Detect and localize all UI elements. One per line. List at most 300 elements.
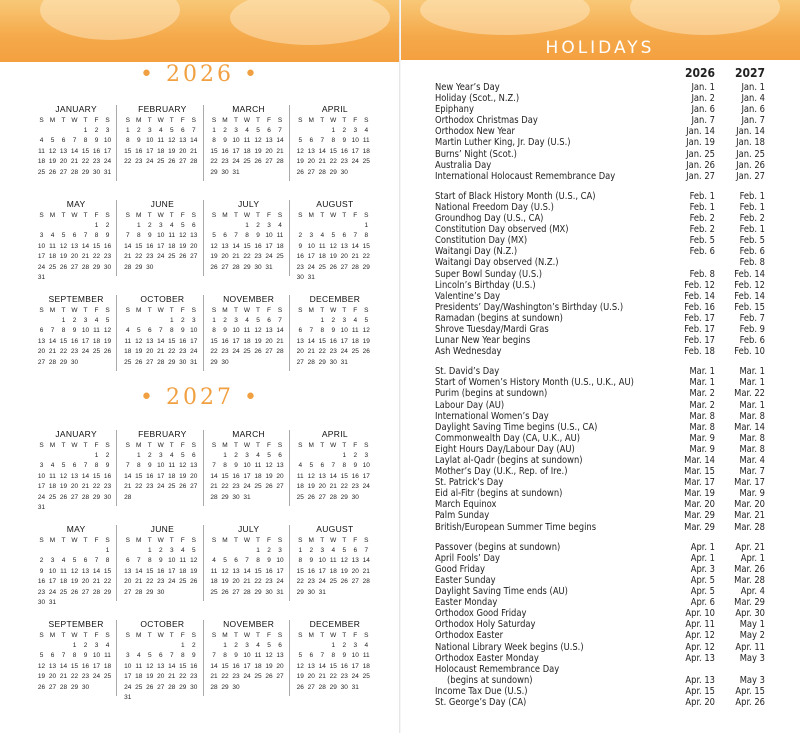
day-cell [328, 588, 339, 598]
weekday-label: T [320, 632, 325, 639]
day-cell: 23 [190, 673, 198, 681]
day-cell: 14 [70, 147, 79, 155]
day-cell: 28 [59, 683, 68, 691]
day-cell: 19 [37, 673, 46, 681]
day-cell: 28 [276, 158, 284, 166]
day-cell: 13 [351, 557, 359, 565]
day-cell: 25 [179, 578, 187, 586]
day-cell: 17 [103, 147, 112, 155]
weekday-label: T [320, 117, 325, 124]
day-cell: 26 [179, 253, 187, 261]
day-cell: 3 [267, 222, 271, 229]
day-cell: 15 [362, 242, 370, 250]
day-cell: 28 [190, 158, 198, 166]
day-cell: 5 [169, 127, 174, 134]
day-cell: 16 [232, 662, 240, 670]
day-cell: 13 [48, 662, 57, 670]
date-2026: Feb. 17 [684, 312, 715, 324]
date-2026: Feb. 1 [689, 201, 715, 213]
weekday-label: S [191, 307, 196, 314]
weekday-label: F [180, 117, 185, 124]
weekday-label: T [147, 117, 152, 124]
day-cell: 8 [83, 137, 88, 145]
holiday-row [435, 93, 765, 104]
weekday-label: T [61, 117, 66, 124]
day-cell: 27 [190, 483, 198, 491]
day-cell [58, 641, 69, 651]
weekday-label: S [105, 212, 110, 219]
weekday-label: S [298, 307, 303, 314]
day-cell: 29 [168, 358, 176, 366]
month-name: JUNE [150, 199, 175, 209]
day-cell: 22 [70, 673, 79, 681]
day-cell: 27 [265, 348, 273, 356]
day-cell: 22 [92, 253, 101, 261]
month-june [116, 523, 202, 618]
holiday-row [435, 597, 765, 608]
day-cell: 2 [234, 642, 238, 649]
holiday-name: Presidents’ Day/Washington’s Birthday (U.S.) [435, 301, 624, 313]
day-cell: 28 [48, 358, 57, 366]
weekday-label: M [49, 307, 56, 314]
day-cell: 6 [191, 222, 196, 229]
holiday-name: Easter Monday [435, 597, 498, 609]
weekday-label: T [234, 537, 238, 544]
day-cell [317, 221, 328, 231]
day-cell: 23 [232, 673, 240, 681]
day-cell [188, 693, 199, 703]
day-cell: 10 [265, 232, 273, 240]
day-cell [188, 493, 199, 503]
date-2027: Apr. 11 [735, 641, 765, 653]
day-cell: 3 [353, 127, 358, 134]
holiday-table-header [435, 63, 765, 82]
day-cell: 14 [329, 472, 337, 480]
day-cell: 3 [353, 642, 358, 649]
day-cell [47, 451, 58, 461]
month-january [30, 428, 116, 523]
day-cell: 1 [223, 452, 227, 459]
day-cell: 4 [158, 127, 163, 134]
date-2026: Apr. 20 [685, 696, 715, 708]
day-cell: 16 [329, 337, 337, 345]
date-2027: Feb. 7 [739, 312, 765, 324]
day-cell: 9 [147, 232, 152, 240]
weekday-label: S [39, 307, 44, 314]
day-cell: 24 [157, 483, 165, 491]
day-cell: 14 [307, 337, 315, 345]
day-cell: 6 [147, 327, 152, 335]
day-cell [295, 221, 306, 231]
holiday-name: Easter Sunday [435, 574, 496, 586]
day-cell: 16 [70, 337, 79, 345]
day-cell: 15 [70, 662, 79, 670]
weekday-header [122, 536, 202, 546]
day-cell: 24 [146, 158, 154, 166]
holiday-row [435, 213, 765, 224]
day-cell: 22 [179, 673, 187, 681]
day-cell: 19 [329, 253, 337, 261]
month-name: FEBRUARY [138, 429, 187, 439]
day-cell: 7 [212, 652, 216, 660]
day-cell: 2 [191, 642, 196, 649]
day-cell [166, 641, 177, 651]
day-cell: 27 [70, 493, 79, 501]
day-cell: 19 [103, 337, 112, 345]
date-2026: Feb. 2 [689, 213, 715, 225]
day-cell: 31 [318, 588, 326, 596]
day-cell: 30 [37, 598, 46, 606]
date-2027: Jan. 27 [736, 170, 765, 182]
date-2027: Mar. 28 [734, 574, 765, 586]
date-2026: Mar. 9 [689, 443, 715, 455]
holiday-row [435, 291, 765, 302]
day-cell: 25 [135, 683, 143, 691]
day-cell [295, 316, 306, 326]
day-cell: 23 [146, 483, 154, 491]
day-cell: 17 [157, 472, 165, 480]
weekday-header [209, 116, 289, 126]
day-cell: 2 [223, 317, 227, 324]
day-cell: 15 [340, 472, 348, 480]
day-cell: 8 [331, 137, 336, 145]
day-cell: 25 [243, 158, 251, 166]
day-cell: 18 [135, 673, 143, 681]
date-2026: Jan. 27 [686, 170, 715, 182]
day-cell: 22 [146, 578, 154, 586]
week-row [122, 252, 202, 262]
weekday-label: T [61, 537, 66, 544]
week-row [122, 556, 202, 566]
day-cell: 19 [340, 567, 348, 575]
weekday-label: S [191, 442, 196, 449]
day-cell: 12 [37, 662, 46, 670]
week-row [122, 263, 202, 273]
week-row [209, 147, 289, 157]
day-cell: 14 [362, 557, 370, 565]
holiday-name: Lunar New Year begins [435, 335, 531, 347]
week-row [295, 242, 375, 252]
day-cell [69, 126, 80, 136]
day-cell: 27 [307, 168, 315, 176]
month-october [116, 293, 202, 388]
date-2026: Mar. 14 [684, 455, 715, 466]
day-cell [361, 588, 372, 598]
day-cell: 4 [212, 557, 216, 565]
day-cell: 18 [254, 472, 262, 480]
week-row [295, 168, 375, 178]
day-cell: 11 [362, 652, 370, 660]
day-cell [69, 273, 80, 283]
day-cell [80, 221, 91, 231]
day-cell: 1 [136, 222, 141, 229]
day-cell: 5 [136, 327, 141, 335]
day-cell: 1 [180, 642, 185, 649]
day-cell: 17 [265, 242, 273, 250]
day-cell: 21 [168, 673, 176, 681]
day-cell: 23 [221, 348, 229, 356]
day-cell: 17 [146, 147, 154, 155]
week-row [209, 263, 289, 273]
day-cell: 25 [276, 253, 284, 261]
weekday-label: S [105, 442, 110, 449]
day-cell: 16 [221, 337, 229, 345]
day-cell: 19 [296, 673, 304, 681]
day-cell: 8 [72, 652, 77, 660]
day-cell: 1 [147, 547, 152, 554]
weekday-label: S [191, 212, 196, 219]
day-cell: 8 [94, 232, 99, 240]
day-cell: 23 [103, 483, 112, 491]
day-cell: 22 [135, 253, 143, 261]
day-cell [317, 451, 328, 461]
day-cell [350, 358, 361, 368]
date-2027: Mar. 26 [734, 563, 765, 575]
week-row [209, 168, 289, 178]
holiday-row [435, 269, 765, 280]
week-row [295, 326, 375, 336]
holiday-name: Orthodox Holy Saturday [435, 619, 536, 631]
day-cell: 30 [70, 358, 79, 366]
date-2027: Feb. 14 [734, 290, 765, 302]
day-cell [242, 168, 253, 178]
day-cell: 14 [210, 662, 218, 670]
week-row [295, 252, 375, 262]
day-cell: 3 [309, 232, 314, 240]
month-name: AUGUST [316, 199, 354, 209]
day-cell: 12 [103, 327, 112, 335]
date-2026: Jan. 19 [686, 137, 715, 149]
weekday-label: S [277, 537, 283, 544]
day-cell: 18 [210, 578, 218, 586]
day-cell: 26 [265, 483, 273, 491]
weekday-label: M [222, 442, 228, 449]
day-cell: 20 [70, 253, 79, 261]
day-cell: 17 [243, 472, 251, 480]
day-cell: 26 [59, 263, 68, 271]
holiday-name: Income Tax Due (U.S.) [435, 685, 528, 697]
day-cell [275, 358, 286, 368]
day-cell: 3 [364, 452, 369, 459]
day-cell: 10 [276, 557, 284, 565]
day-cell: 13 [59, 147, 68, 155]
weekday-header [295, 631, 375, 641]
day-cell: 25 [296, 493, 304, 501]
day-cell: 5 [267, 642, 271, 649]
weekday-label: M [136, 117, 142, 124]
day-cell: 7 [136, 557, 141, 565]
holiday-name: Waitangi Day observed (N.Z.) [435, 257, 559, 269]
date-2027: Mar. 7 [739, 466, 765, 478]
holiday-name: Shrove Tuesday/Mardi Gras [435, 323, 549, 335]
day-cell: 28 [168, 683, 176, 691]
day-cell [122, 641, 133, 651]
day-cell: 2 [256, 222, 260, 229]
day-cell: 23 [81, 673, 90, 681]
day-cell: 5 [147, 652, 152, 660]
day-cell: 28 [276, 348, 284, 356]
day-cell: 21 [329, 483, 337, 491]
weekday-label: W [157, 632, 164, 639]
week-row [295, 263, 375, 273]
day-cell: 11 [254, 652, 262, 660]
day-cell: 20 [190, 472, 198, 480]
day-cell: 1 [212, 317, 216, 324]
day-cell: 21 [48, 348, 57, 356]
weekday-label: M [49, 212, 56, 219]
holiday-row [435, 257, 765, 268]
month-august [289, 523, 375, 618]
day-cell: 3 [234, 127, 238, 134]
day-cell: 12 [168, 137, 176, 145]
day-cell: 25 [362, 673, 370, 681]
day-cell: 3 [158, 222, 163, 229]
month-february [116, 103, 202, 198]
date-2027: Feb. 1 [739, 224, 765, 236]
week-row [36, 242, 116, 252]
holiday-row [435, 553, 765, 564]
day-cell [155, 263, 166, 273]
month-name: AUGUST [316, 524, 354, 534]
day-cell: 17 [318, 567, 326, 575]
day-cell: 16 [135, 147, 143, 155]
day-cell: 13 [276, 462, 284, 470]
day-cell: 26 [135, 358, 143, 366]
date-2027: Mar. 8 [739, 443, 765, 455]
holiday-name: Epiphany [435, 104, 474, 116]
year-title-2027: • 2027 • [140, 385, 260, 410]
day-cell [253, 168, 264, 178]
holiday-name: Waitangi Day (N.Z.) [435, 246, 518, 258]
weekday-label: F [353, 307, 358, 314]
holiday-row [435, 400, 765, 411]
holiday-name: Start of Women’s History Month (U.S., U.K., AU) [435, 377, 634, 389]
day-cell: 6 [353, 547, 358, 554]
day-cell [306, 641, 317, 651]
day-cell: 24 [124, 683, 132, 691]
date-2027: Mar. 17 [734, 477, 765, 489]
day-cell: 30 [179, 358, 187, 366]
week-row [209, 221, 289, 231]
weekday-label: F [180, 442, 185, 449]
holiday-name: Lincoln’s Birthday (U.S.) [435, 279, 536, 291]
day-cell: 21 [351, 253, 359, 261]
day-cell: 27 [157, 683, 165, 691]
day-cell: 8 [212, 137, 216, 145]
day-cell: 20 [276, 472, 284, 480]
week-row [295, 231, 375, 241]
day-cell: 12 [179, 232, 187, 240]
month-september [30, 293, 116, 388]
week-row [36, 503, 116, 513]
day-cell: 25 [362, 158, 370, 166]
day-cell: 13 [340, 242, 348, 250]
day-cell: 22 [103, 578, 112, 586]
weekday-label: S [125, 632, 130, 639]
day-cell: 11 [93, 327, 100, 335]
day-cell: 9 [158, 557, 163, 565]
date-2026: Mar. 29 [684, 510, 715, 522]
day-cell: 23 [70, 348, 79, 356]
date-2027: Feb. 9 [739, 323, 765, 335]
day-cell: 28 [318, 683, 326, 691]
weekday-label: W [71, 307, 78, 314]
day-cell: 9 [256, 232, 260, 240]
date-2026: Jan. 2 [691, 93, 715, 105]
date-2027: Jan. 6 [741, 104, 765, 116]
day-cell [220, 221, 231, 231]
day-cell: 28 [92, 588, 101, 596]
day-cell: 20 [318, 483, 326, 491]
day-cell: 28 [362, 578, 370, 586]
day-cell: 9 [136, 137, 141, 145]
week-row [122, 242, 202, 252]
day-cell: 18 [243, 147, 251, 155]
day-cell: 19 [70, 578, 79, 586]
day-cell: 12 [329, 242, 337, 250]
weekday-label: T [234, 307, 238, 314]
group-spacer [435, 533, 765, 542]
day-cell [220, 546, 231, 556]
day-cell: 30 [221, 168, 229, 176]
day-cell: 25 [168, 483, 176, 491]
day-cell: 2 [298, 232, 303, 240]
date-2026: Mar. 8 [689, 410, 715, 422]
day-cell: 24 [81, 348, 90, 356]
week-row [122, 672, 202, 682]
day-cell: 8 [331, 652, 336, 660]
day-cell: 26 [362, 348, 370, 356]
day-cell: 26 [340, 578, 348, 586]
date-2026: Apr. 11 [685, 619, 715, 631]
day-cell: 5 [61, 462, 66, 470]
day-cell: 24 [351, 673, 359, 681]
weekday-label: S [39, 442, 44, 449]
day-cell: 17 [92, 662, 101, 670]
day-cell: 10 [243, 462, 251, 470]
day-cell: 19 [254, 147, 262, 155]
date-2026: Mar. 29 [684, 521, 715, 533]
weekday-label: T [320, 307, 325, 314]
week-row [122, 157, 202, 167]
day-cell: 21 [92, 578, 101, 586]
weekday-label: F [94, 117, 99, 124]
date-2027: Mar. 8 [739, 410, 765, 422]
holiday-row [435, 542, 765, 553]
day-cell: 16 [190, 662, 198, 670]
day-cell [133, 641, 144, 651]
day-cell: 22 [329, 673, 337, 681]
day-cell: 15 [146, 567, 154, 575]
month-name: MARCH [232, 429, 265, 439]
week-row [295, 567, 375, 577]
day-cell [361, 493, 372, 503]
day-cell: 16 [351, 472, 359, 480]
weekday-label: F [353, 212, 358, 219]
holiday-row [435, 422, 765, 433]
weekday-label: F [267, 307, 271, 314]
day-cell: 22 [296, 578, 304, 586]
day-cell: 16 [232, 472, 240, 480]
day-cell: 10 [37, 472, 46, 480]
day-cell [253, 683, 264, 693]
day-cell: 3 [39, 232, 44, 240]
day-cell: 4 [125, 327, 130, 335]
holiday-name: Orthodox Easter Monday [435, 652, 539, 664]
weekday-label: T [61, 632, 66, 639]
month-april [289, 103, 375, 198]
day-cell: 13 [190, 462, 198, 470]
